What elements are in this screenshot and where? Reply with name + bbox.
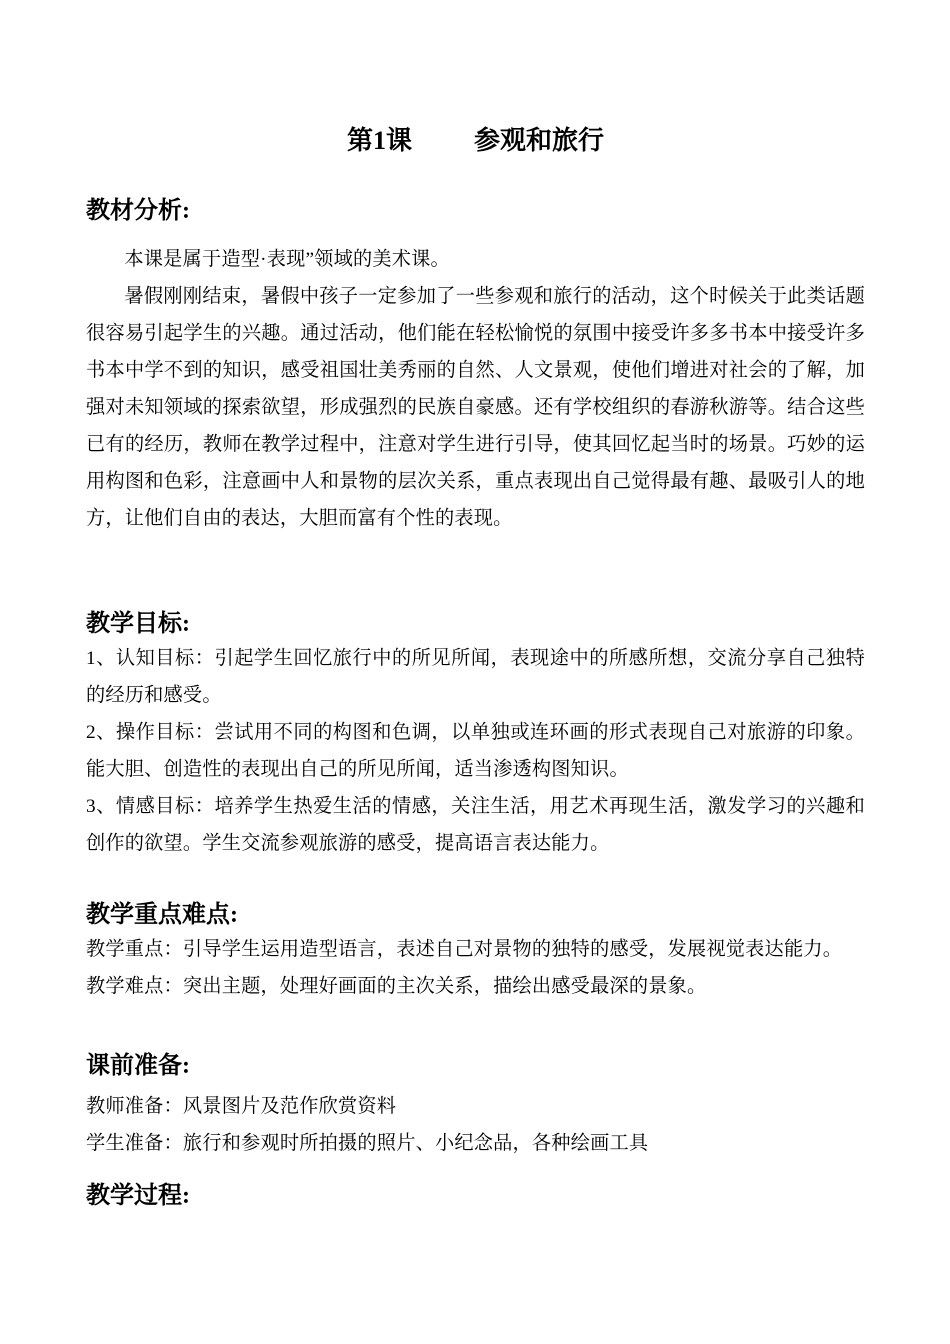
key-point-line: 教学重点：引导学生运用造型语言，表述自己对景物的独特的感受，发展视觉表达能力。: [86, 939, 843, 960]
document-title: [86, 0, 865, 157]
student-preparation-line: 学生准备：旅行和参观时所拍摄的照片、小纪念品，各种绘画工具: [86, 1133, 649, 1154]
heading-material-analysis: 教材分析:: [86, 198, 190, 224]
heading-class-preparation: 课前准备:: [86, 1053, 190, 1079]
objective-item-emotional: 3、情感目标：培养学生热爱生活的情感，关注生活，用艺术再现生活，激发学习的兴趣和创作的欲望。学生交流参观旅游的感受，提高语言表达能力。: [86, 796, 865, 854]
objective-item-cognitive: 1、认知目标：引起学生回忆旅行中的所见所闻，表现途中的所感所想，交流分享自己独特的经历和感受。: [86, 648, 865, 706]
title-text: 参观和旅行: [474, 126, 605, 155]
teacher-preparation-line: 教师准备：风景图片及范作欣赏资料: [86, 1096, 397, 1117]
analysis-paragraph-1: 本课是属于造型·表现”领域的美术课。: [124, 249, 450, 270]
title-course-number: 第1课: [346, 126, 412, 155]
difficulty-line: 教学难点：突出主题，处理好画面的主次关系，描绘出感受最深的景象。: [86, 976, 707, 997]
objective-item-operational: 2、操作目标：尝试用不同的构图和色调，以单独或连环画的形式表现自己对旅游的印象。能大胆、创造性的表现出自己的所见所闻，适当渗透构图知识。: [86, 722, 865, 780]
heading-teaching-objectives: 教学目标:: [86, 611, 190, 637]
analysis-paragraph-2: 暑假刚刚结束，暑假中孩子一定参加了一些参观和旅行的活动，这个时候关于此类话题很容易引起学生的兴趣。通过活动，他们能在轻松愉悦的氛围中接受许多多书本中接受许多书本中学不到的知识，感受祖国壮美秀丽的自然、人文景观，使他们增进对社会的了解，加强对未知领域的探索欲望，形成强烈的民族自豪感。还有学校组织的春游秋游等。结合这些已有的经历，教师在教学过程中，注意对学生进行引导，使其回忆起当时的场景。巧妙的运用构图和色彩，注意画中人和景物的层次关系，重点表现出自己觉得最有趣、最吸引人的地方，让他们自由的表达，大胆而富有个性的表现。: [86, 286, 865, 529]
heading-key-points-difficulties: 教学重点难点:: [86, 902, 238, 928]
heading-teaching-process: 教学过程:: [86, 1183, 190, 1209]
